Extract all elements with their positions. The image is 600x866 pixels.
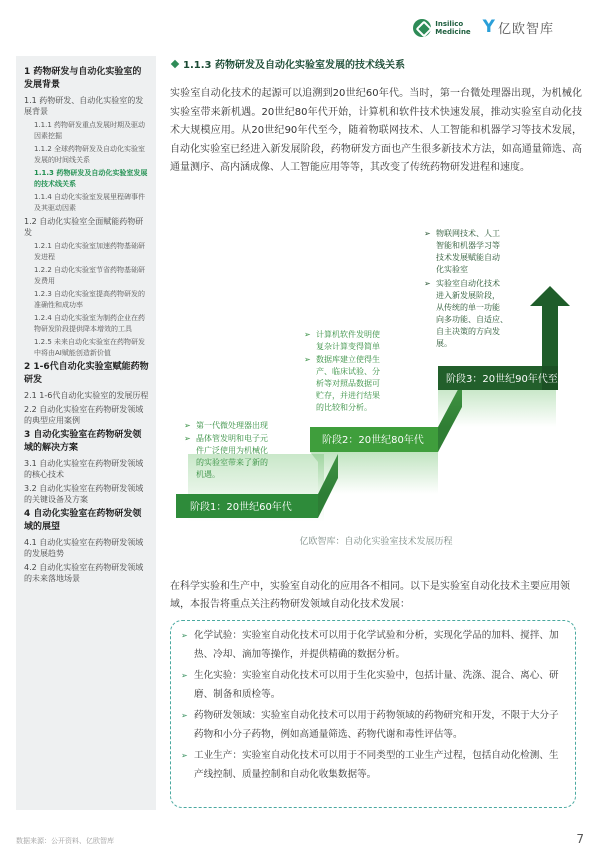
stage-3-label: 阶段3：20世纪90年代至今 (446, 374, 568, 385)
stage-2-note-1-bullet: ➢ (304, 330, 311, 339)
stage-2-note-1-l2: 复杂计算变得简单 (316, 342, 380, 351)
up-arrow-icon (530, 286, 570, 366)
toc-item[interactable]: 3 自动化实验室在药物研发领域的解决方案 (24, 430, 142, 453)
toc-item[interactable]: 1.1 药物研发、自动化实验室的发展背景 (24, 96, 144, 116)
header-logos (413, 18, 554, 37)
stage-2-note-2-l2: 产、临床试验、分 (316, 367, 380, 376)
arrow-bullet-icon: ➢ (181, 631, 188, 640)
yiou-logo-text: 亿欧智库 (497, 22, 554, 37)
arrow-bullet-icon: ➢ (181, 751, 188, 760)
toc-item[interactable]: 1.2.1 自动化实验室加速药物基础研发进程 (34, 242, 146, 261)
toc-item[interactable]: 1.2 自动化实验室全面赋能药物研发 (24, 217, 144, 237)
step-3-base (438, 390, 556, 427)
application-item (181, 627, 565, 664)
stage-1-note-2-l2: 件广泛使用为机械化 (196, 446, 268, 455)
insilico-logo-line2: Medicine (435, 27, 471, 36)
stage-3-note-1-bullet: ➢ (424, 229, 431, 238)
application-text: 药物研发领域：实验室自动化技术可以用于药物领域的药物研究和开发，不限于大分子药物和小分子药物，例如高通量筛选、药物代谢和毒性评估等。 (194, 710, 559, 740)
data-source: 数据来源：公开资料、亿欧智库 (16, 837, 114, 845)
toc-item[interactable]: 1.2.5 未来自动化实验室在药物研发中将由AI赋能创造新价值 (34, 338, 146, 357)
main-content (170, 56, 582, 178)
application-item (181, 667, 565, 704)
toc-item[interactable]: 1.1.3 药物研发及自动化实验室发展的技术线关系 (34, 169, 148, 188)
diamond-bullet-icon (171, 59, 179, 67)
toc-item[interactable]: 2.2 自动化实验室在药物研发领域的典型应用案例 (24, 405, 144, 425)
stage-1-label: 阶段1：20世纪60年代 (190, 502, 292, 513)
application-item (181, 747, 565, 784)
intro-paragraph: 实验室自动化技术的起源可以追溯到20世纪60年代。当时，第一台微处理器出现，为机械化实验室带来新机遇。20世纪80年代开始，计算机和软件技术快速发展，推动实验室自动化技术大规模应用。从20世纪90年代至今，随着物联网技术、人工智能和机器学习等技术发展，自动化实验室已经进入新发展阶段，药物研发方面也产生很多新技术方法，如高通量筛选、高通量测序、高内涵成像、人工智能应用等等，其改变了传统药物研发进程和速度。 (170, 88, 582, 173)
application-item (181, 707, 565, 744)
toc-item[interactable]: 1.2.4 自动化实验室为制药企业在药物研发阶段提供降本增效的工具 (34, 314, 146, 333)
application-text: 工业生产：实验室自动化技术可以用于不同类型的工业生产过程，包括自动化检测、生产线控制、质量控制和自动化收集数据等。 (194, 750, 559, 780)
toc-item[interactable]: 1.1.4 自动化实验室发展里程碑事件及其驱动因素 (34, 193, 146, 212)
arrow-bullet-icon: ➢ (181, 711, 188, 720)
stage-3-note-1-l3: 技术发展赋能自动 (436, 253, 500, 262)
stage-3-note-1-l2: 智能和机器学习等 (436, 241, 500, 250)
table-of-contents (16, 56, 156, 810)
stage-3-note-2-l3: 从传统的单一功能 (436, 303, 500, 312)
toc-item[interactable]: 2.1 1-6代自动化实验室的发展历程 (24, 391, 149, 400)
toc-item[interactable]: 1.2.3 自动化实验室提高药物研发的准确性和成功率 (34, 290, 146, 309)
stage-1-note-2-l3: 的实验室带来了新的 (196, 458, 268, 467)
arrow-bullet-icon: ➢ (181, 671, 188, 680)
figure-caption: 亿欧智库：自动化实验室技术发展历程 (299, 537, 453, 547)
stage-3-note-2-l2: 进入新发展阶段， (436, 291, 500, 300)
stage-1-note-2-l1: 晶体管发明和电子元 (196, 434, 268, 443)
application-text: 化学试验：实验室自动化技术可以用于化学试验和分析，实现化学品的加料、搅拌、加热、冷却、滴加等操作，并提供精确的数据分析。 (194, 630, 559, 660)
step-2-base (310, 452, 438, 494)
yiou-logo (483, 18, 554, 37)
toc-item[interactable]: 3.2 自动化实验室在药物研发领域的关键设备及方案 (24, 484, 144, 504)
stage-2-note-2-bullet: ➢ (304, 355, 311, 364)
toc-item[interactable]: 2 1-6代自动化实验室赋能药物研发 (24, 362, 149, 385)
stage-3-note-2-l5: 自主决策的方向发 (436, 327, 500, 336)
toc-item[interactable]: 1.1.2 全球药物研发及自动化实验室发展的时间线关系 (34, 145, 146, 164)
stage-3-note-1-l1: 物联网技术、人工 (436, 229, 500, 238)
yiou-logo-icon: Y (482, 17, 495, 37)
application-text: 生化实验：实验室自动化技术可以用于生化实验中，包括计量、洗涤、混合、离心、研磨、制备和质检等。 (194, 670, 559, 700)
stage-2-note-2-l3: 析等对照品数据可 (316, 379, 380, 388)
applications-intro: 在科学实验和生产中，实验室自动化的应用各不相同。以下是实验室自动化技术主要应用领域，本报告将重点关注药物研发领域自动化技术发展： (170, 581, 570, 610)
toc-item[interactable]: 4 自动化实验室在药物研发领域的展望 (24, 509, 142, 532)
toc-item[interactable]: 1.2.2 自动化实验室节省药物基础研发费用 (34, 266, 146, 285)
toc-item[interactable]: 4.1 自动化实验室在药物研发领域的发展趋势 (24, 538, 144, 558)
stage-1-note-2-l4: 机遇。 (196, 470, 220, 479)
stage-2-note-2-l1: 数据库建立使得生 (316, 355, 380, 364)
stage-3-note-2-l4: 向多功能、自适应、 (436, 315, 508, 324)
stage-3-note-1-l4: 化实验室 (436, 265, 468, 274)
stage-3-note-2-l6: 展。 (436, 339, 452, 348)
toc-item[interactable]: 1.1.1 药物研发重点发展时期及驱动因素挖掘 (34, 121, 146, 140)
stage-2-note-2-l4: 贮存，并进行结果 (316, 391, 380, 400)
stair-diagram (170, 222, 582, 522)
stage-2-note-1-l1: 计算机软件发明使 (316, 330, 380, 339)
stage-1-note-2-bullet: ➢ (184, 434, 191, 443)
applications-box (170, 620, 576, 808)
stage-3-note-2-bullet: ➢ (424, 279, 431, 288)
section-title: 1.1.3 药物研发及自动化实验室发展的技术线关系 (183, 60, 405, 71)
insilico-logo-line1: Insilico (435, 19, 464, 28)
stage-2-note-2-l5: 的比较和分析。 (316, 403, 372, 412)
stage-1-note-1: 第一代微处理器出现 (196, 421, 268, 430)
section-heading (172, 56, 582, 71)
stage-2-label: 阶段2：20世纪80年代 (322, 435, 424, 446)
page-number: 7 (576, 832, 584, 846)
toc-item[interactable]: 1 药物研发与自动化实验室的发展背景 (24, 67, 142, 90)
toc-item[interactable]: 3.1 自动化实验室在药物研发领域的核心技术 (24, 459, 144, 479)
insilico-logo (413, 19, 470, 37)
stage-1-note-1-bullet: ➢ (184, 421, 191, 430)
stage-3-note-2-l1: 实验室自动化技术 (436, 279, 500, 288)
toc-item[interactable]: 4.2 自动化实验室在药物研发领域的未来落地场景 (24, 563, 144, 583)
insilico-logo-icon (413, 19, 431, 37)
